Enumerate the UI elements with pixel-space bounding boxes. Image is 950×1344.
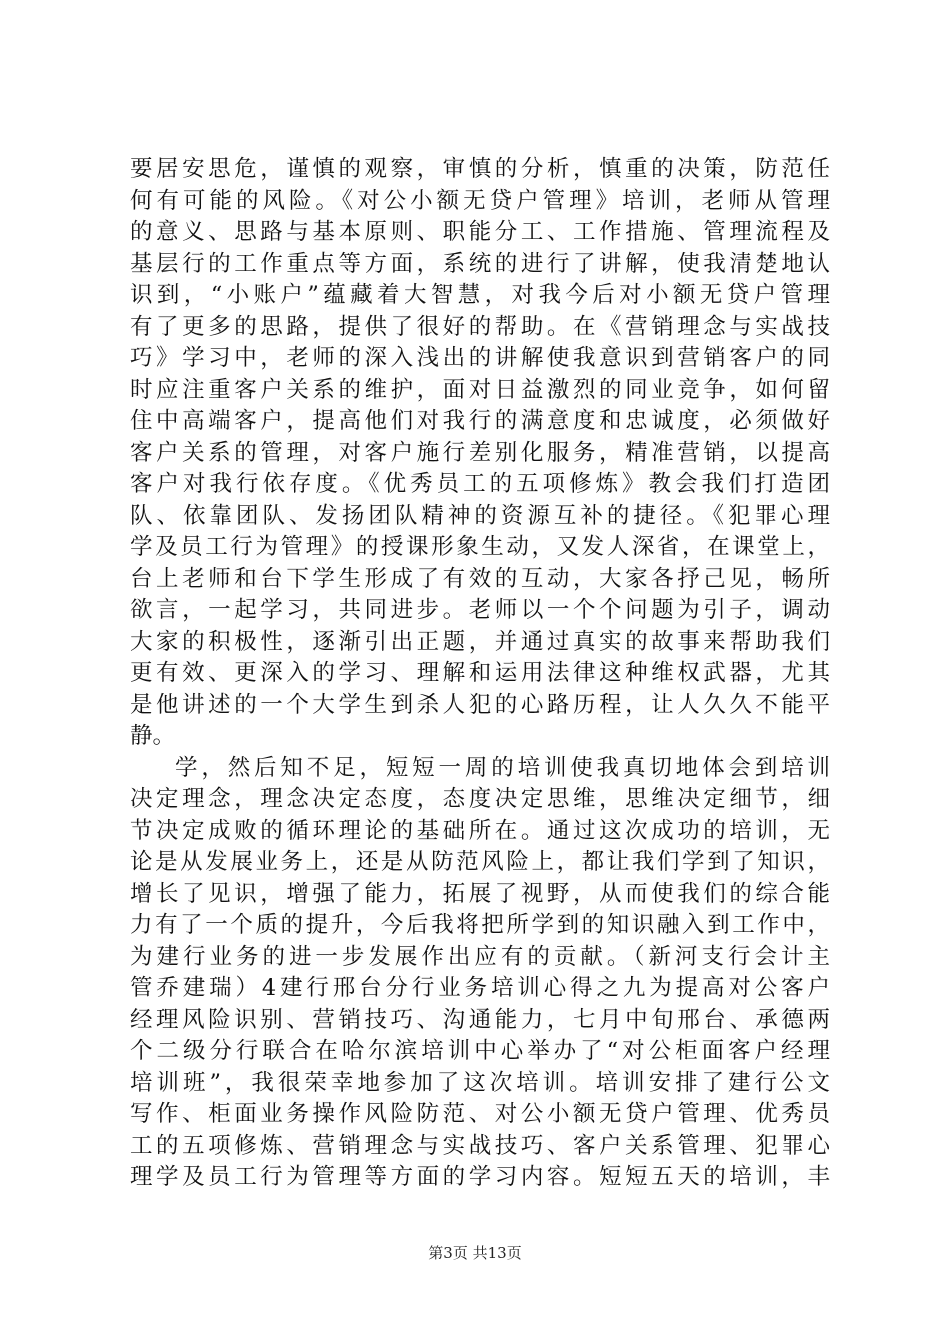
text-line: 台上老师和台下学生形成了有效的互动，大家各抒己见，畅所 bbox=[130, 565, 830, 592]
text-line: 要居安思危，谨慎的观察，审慎的分析，慎重的决策，防范任 bbox=[130, 156, 830, 182]
text-line: 欲言，一起学习，共同进步。老师以一个个问题为引子，调动 bbox=[130, 597, 830, 623]
text-line: 增长了见识，增强了能力，拓展了视野，从而使我们的综合能 bbox=[130, 880, 830, 907]
page-number-footer: 第3页 共13页 bbox=[428, 1244, 522, 1262]
text-line: 论是从发展业务上，还是从防范风险上，都让我们学到了知识， bbox=[130, 849, 830, 875]
text-line: 写作、柜面业务操作风险防范、对公小额无贷户管理、优秀员 bbox=[130, 1101, 830, 1127]
text-line: 识到，“小账户”蕴藏着大智慧，对我今后对小额无贷户管理 bbox=[130, 282, 830, 308]
text-line: 大家的积极性，逐渐引出正题，并通过真实的故事来帮助我们 bbox=[130, 628, 830, 655]
text-line: 住中高端客户，提高他们对我行的满意度和忠诚度，必须做好 bbox=[130, 408, 830, 434]
text-line: 时应注重客户关系的维护，面对日益激烈的同业竞争，如何留 bbox=[130, 376, 830, 403]
text-line: 巧》学习中，老师的深入浅出的讲解使我意识到营销客户的同 bbox=[130, 345, 830, 371]
paragraph-end-line: 静。 bbox=[130, 723, 176, 749]
text-line: 个二级分行联合在哈尔滨培训中心举办了“对公柜面客户经理 bbox=[130, 1038, 830, 1064]
text-line: 有了更多的思路，提供了很好的帮助。在《营销理念与实战技 bbox=[130, 313, 830, 340]
text-line: 是他讲述的一个大学生到杀人犯的心路历程，让人久久不能平 bbox=[130, 691, 830, 718]
paragraph-start-line: 学，然后知不足，短短一周的培训使我真切地体会到培训 bbox=[175, 754, 830, 781]
body-text bbox=[130, 154, 830, 1194]
text-line: 客户对我行依存度。《优秀员工的五项修炼》教会我们打造团 bbox=[130, 471, 830, 497]
text-line: 决定理念，理念决定态度，态度决定思维，思维决定细节，细 bbox=[130, 786, 830, 812]
text-line: 理学及员工行为管理等方面的学习内容。短短五天的培训，丰 bbox=[130, 1164, 830, 1190]
text-line: 更有效、更深入的学习、理解和运用法律这种维权武器，尤其 bbox=[130, 660, 830, 686]
text-line: 力有了一个质的提升，今后我将把所学到的知识融入到工作中， bbox=[130, 912, 830, 938]
text-line: 为建行业务的进一步发展作出应有的贡献。（新河支行会计主 bbox=[130, 943, 830, 970]
text-line: 节决定成败的循环理论的基础所在。通过这次成功的培训，无 bbox=[130, 817, 830, 844]
text-line: 客户关系的管理，对客户施行差别化服务，精准营销，以提高 bbox=[130, 439, 830, 466]
text-line: 经理风险识别、营销技巧、沟通能力，七月中旬邢台、承德两 bbox=[130, 1006, 830, 1033]
text-line: 的意义、思路与基本原则、职能分工、工作措施、管理流程及 bbox=[130, 219, 830, 245]
text-line: 培训班”，我很荣幸地参加了这次培训。培训安排了建行公文 bbox=[130, 1069, 830, 1096]
text-line: 何有可能的风险。《对公小额无贷户管理》培训，老师从管理 bbox=[130, 187, 830, 214]
text-line: 学及员工行为管理》的授课形象生动，又发人深省，在课堂上， bbox=[130, 534, 830, 560]
text-line: 工的五项修炼、营销理念与实战技巧、客户关系管理、犯罪心 bbox=[130, 1132, 830, 1159]
text-line: 基层行的工作重点等方面，系统的进行了讲解，使我清楚地认 bbox=[130, 250, 830, 277]
text-line: 管乔建瑞）4建行邢台分行业务培训心得之九为提高对公客户 bbox=[130, 975, 830, 1001]
text-line: 队、依靠团队、发扬团队精神的资源互补的捷径。《犯罪心理 bbox=[130, 502, 830, 529]
